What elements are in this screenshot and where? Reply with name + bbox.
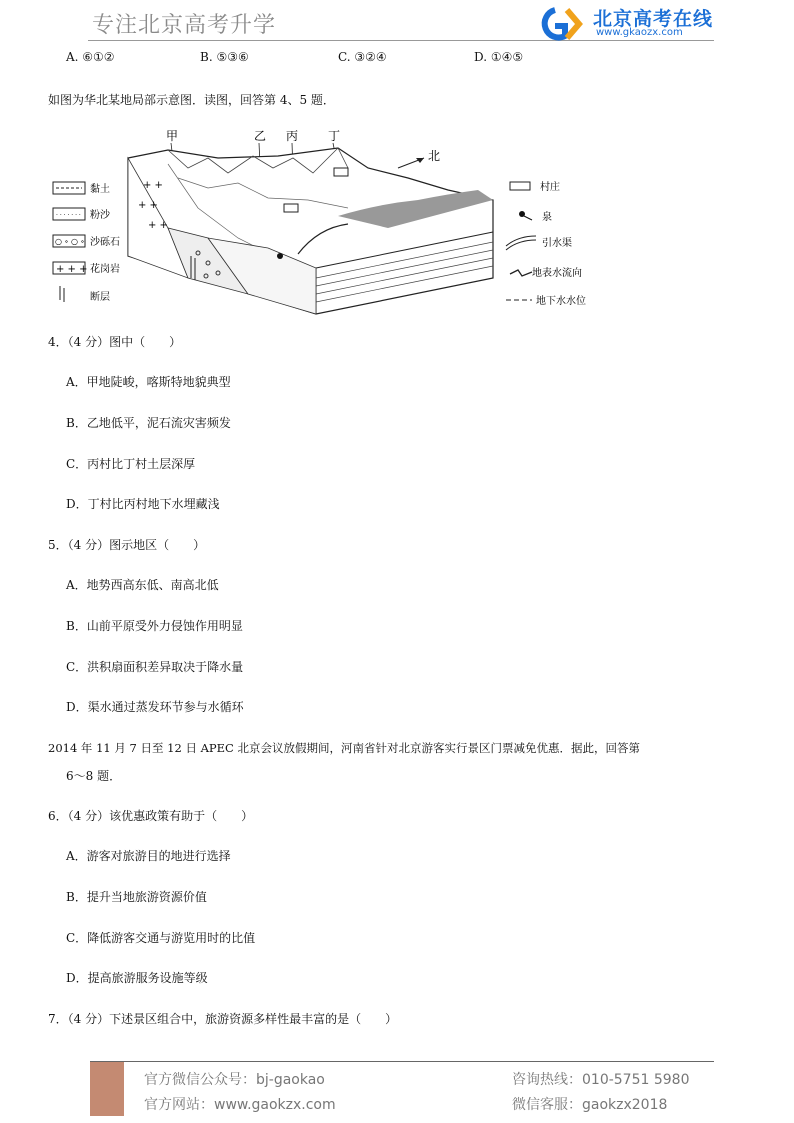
q6-option-c: C．降低游客交通与游览用时的比值 — [66, 931, 256, 945]
legend-spring: 泉 — [542, 212, 552, 223]
q6-option-d: D．提高旅游服务设施等级 — [66, 971, 208, 985]
q4-option-c: C．丙村比丁村土层深厚 — [66, 457, 196, 471]
q4-option-d: D．丁村比丙村地下水埋藏浅 — [66, 497, 220, 511]
q5-stem: 5．（4 分）图示地区（ ） — [48, 538, 206, 552]
option-b: B. ⑤③⑥ — [200, 50, 249, 64]
svg-text:+ +: + + — [138, 200, 158, 211]
logo-url: www.gkaozx.com — [596, 27, 683, 38]
intro-6-8-line1: 2014 年 11 月 7 日至 12 日 APEC 北京会议放假期间，河南省针对北京游客实行景区门票减免优惠．据此，回答第 — [48, 741, 640, 755]
legend-clay: 黏土 — [90, 184, 110, 195]
footer-hotline: 咨询热线：010-5751 5980 — [512, 1072, 690, 1088]
q6-stem: 6．（4 分）该优惠政策有助于（ ） — [48, 809, 254, 823]
legend-granite: 花岗岩 — [90, 264, 120, 275]
q5-option-c: C．洪积扇面积差异取决于降水量 — [66, 660, 244, 674]
q4-option-a: A．甲地陡峻，喀斯特地貌典型 — [66, 375, 231, 389]
option-c: C. ③②④ — [338, 50, 387, 64]
svg-text:· · · · · · ·: · · · · · · · — [56, 212, 81, 219]
q5-option-d: D．渠水通过蒸发环节参与水循环 — [66, 700, 244, 714]
svg-text:+ +: + + — [143, 180, 163, 191]
svg-text:○ ∘ ○ ∘: ○ ∘ ○ ∘ — [55, 237, 85, 246]
q7-stem: 7．（4 分）下述景区组合中，旅游资源多样性最丰富的是（ ） — [48, 1012, 398, 1026]
option-d: D. ①④⑤ — [474, 50, 524, 64]
legend-gravel: 沙砾石 — [90, 237, 120, 248]
legend-fault: 断层 — [90, 292, 110, 303]
legend-canal: 引水渠 — [542, 238, 572, 249]
label-ding: 丁 — [328, 129, 341, 143]
label-yi: 乙 — [254, 129, 267, 143]
geology-diagram — [48, 128, 588, 316]
legend-silt: 粉沙 — [90, 210, 110, 221]
footer-website[interactable]: 官方网站：www.gaokzx.com — [144, 1097, 336, 1113]
legend-groundwater: 地下水水位 — [536, 296, 586, 307]
footer-divider — [90, 1061, 714, 1062]
svg-text:+ +: + + — [148, 220, 168, 231]
q5-option-a: A．地势西高东低、南高北低 — [66, 578, 219, 592]
q4-option-b: B．乙地低平，泥石流灾害频发 — [66, 416, 231, 430]
north-label: 北 — [428, 149, 441, 163]
legend-surface-flow: 地表水流向 — [532, 268, 582, 279]
header-title: 专注北京高考升学 — [92, 13, 277, 38]
intro-6-8-line2: 6～8 题． — [66, 769, 122, 783]
label-bing: 丙 — [286, 129, 299, 143]
previous-question-options — [0, 50, 794, 66]
intro-4-5: 如图为华北某地局部示意图．读图，回答第 4、5 题． — [48, 93, 335, 107]
q6-option-b: B．提升当地旅游资源价值 — [66, 890, 207, 904]
footer-wechat-service: 微信客服：gaokzx2018 — [512, 1097, 668, 1113]
footer-accent-block — [90, 1062, 124, 1116]
q6-option-a: A．游客对旅游目的地进行选择 — [66, 849, 231, 863]
svg-text:+ + +: + + + — [56, 264, 88, 275]
footer-wechat-official: 官方微信公众号：bj-gaokao — [144, 1072, 325, 1088]
q4-stem: 4．（4 分）图中（ ） — [48, 335, 182, 349]
logo-name: 北京高考在线 — [593, 8, 714, 30]
label-jia: 甲 — [166, 129, 179, 143]
legend-village: 村庄 — [540, 182, 560, 193]
option-a: A. ⑥①② — [66, 50, 115, 64]
q5-option-b: B．山前平原受外力侵蚀作用明显 — [66, 619, 243, 633]
